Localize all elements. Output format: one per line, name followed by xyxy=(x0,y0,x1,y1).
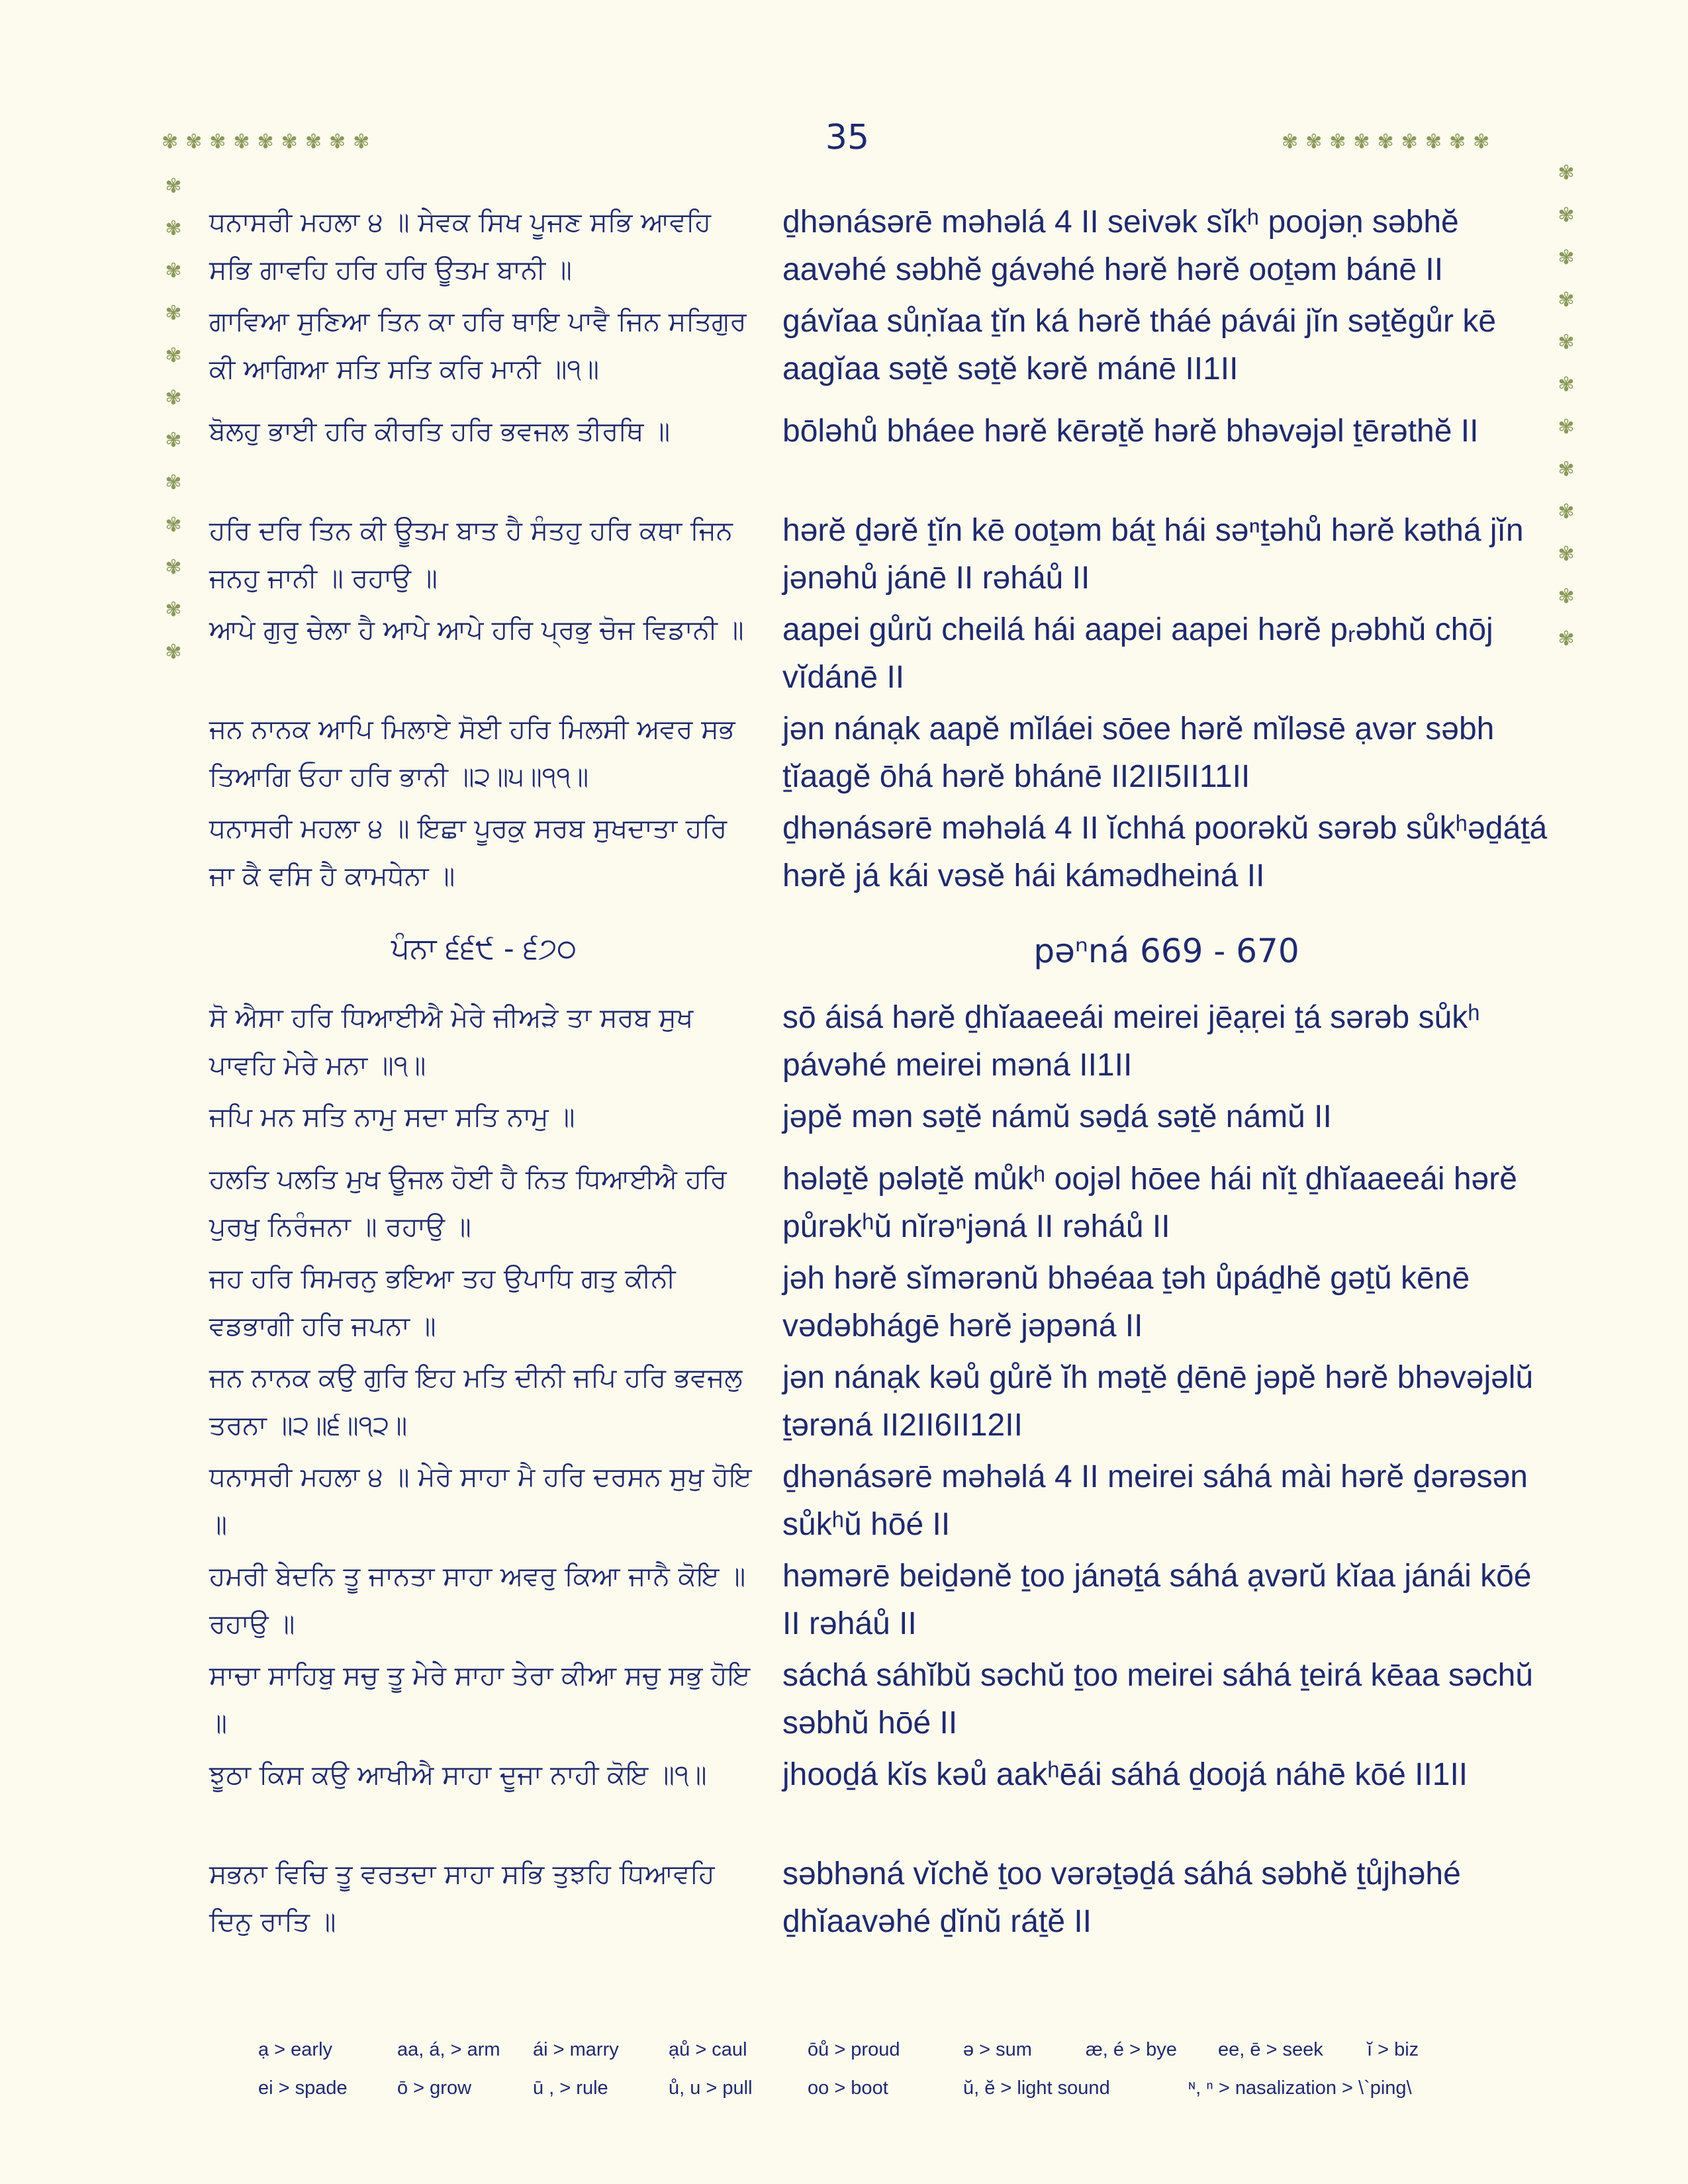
gurmukhi-verse: ਸਭਨਾ ਵਿਚਿ ਤੂ ਵਰਤਦਾ ਸਾਹਾ ਸਭਿ ਤੁਝਹਿ ਧਿਆਵਹਿ ਦਿਨੁ ਰਾਤਿ ॥ xyxy=(209,1859,715,1937)
legend-row xyxy=(258,2069,1496,2107)
roman-verse: ḏhənásərē məhəlá 4 II seivək sĭkʰ poojəṇ səbhĕ aavəhé səbhĕ gávəhé hərĕ hərĕ ooṯəm bánē II xyxy=(782,205,1459,287)
legend-item: aa, á, > arm xyxy=(397,2038,500,2060)
legend-item: ŭ, ĕ > light sound xyxy=(963,2077,1110,2099)
legend-item: ái > marry xyxy=(533,2038,619,2060)
gurmukhi-verse: ਧਨਾਸਰੀ ਮਹਲਾ ੪ ॥ ਮੇਰੇ ਸਾਹਾ ਮੈ ਹਰਿ ਦਰਸਨ ਸੁਖੁ ਹੋਇ ॥ xyxy=(209,1462,752,1540)
legend-item: ᶰ, ⁿ > nasalization > \`ping\ xyxy=(1188,2077,1412,2099)
roman-verse: həmərē beiḏənĕ ṯoo jánəṯá sáhá ạvərŭ kĭaa jánái kōé II rəháů II xyxy=(782,1559,1532,1641)
legend-item: ạů > caul xyxy=(669,2038,747,2060)
roman-verse: ḏhənásərē məhəlá 4 II ĭchhá poorəkŭ sərəb sůkʰəḏáṯá hərĕ já kái vəsĕ hái kámədheiná II xyxy=(782,811,1548,893)
roman-verse: jəh hərĕ sĭmərənŭ bhəéaa ṯəh ůpáḏhĕ gəṯŭ kēnē vədəbhágē hərĕ jəpəná II xyxy=(782,1261,1470,1343)
roman-verse: gávĭaa sůṇĭaa ṯĭn ká hərĕ tháé pávái jĭn səṯĕgůr kē aagĭaa səṯĕ səṯĕ kərĕ mánē II1II xyxy=(782,304,1497,387)
legend-item: æ, é > bye xyxy=(1086,2038,1177,2060)
gurmukhi-verse: ਧਨਾਸਰੀ ਮਹਲਾ ੪ ॥ ਸੇਵਕ ਸਿਖ ਪੂਜਣ ਸਭਿ ਆਵਹਿ ਸਭਿ ਗਾਵਹਿ ਹਰਿ ਹਰਿ ਊਤਮ ਬਾਨੀ ॥ xyxy=(209,207,712,285)
flower-border-left: ✾ ✾ ✾ ✾ ✾ ✾ ✾ ✾ ✾ ✾ ✾ ✾ xyxy=(165,175,182,664)
page-number: 35 xyxy=(825,118,870,158)
gurmukhi-verse: ਸੋ ਐਸਾ ਹਰਿ ਧਿਆਈਐ ਮੇਰੇ ਜੀਅੜੇ ਤਾ ਸਰਬ ਸੁਖ ਪਾਵਹਿ ਮੇਰੇ ਮਨਾ ॥੧॥ xyxy=(209,1003,694,1081)
legend-item: ū , > rule xyxy=(533,2077,608,2099)
flower-border-top-left: ✾✾✾✾✾✾✾✾✾ xyxy=(162,130,377,154)
gurmukhi-verse: ਹਰਿ ਦਰਿ ਤਿਨ ਕੀ ਊਤਮ ਬਾਤ ਹੈ ਸੰਤਹੁ ਹਰਿ ਕਥਾ ਜਿਨ ਜਨਹੁ ਜਾਨੀ ॥ ਰਹਾਉ ॥ xyxy=(209,516,733,594)
gurmukhi-verse: ਜਪਿ ਮਨ ਸਤਿ ਨਾਮੁ ਸਦਾ ਸਤਿ ਨਾਮੁ ॥ xyxy=(209,1102,575,1132)
roman-verse: jən nánạk kəů gůrĕ ĭh məṯĕ ḏēnē jəpĕ hərĕ bhəvəjəlŭ ṯərəná II2II6II12II xyxy=(782,1360,1534,1443)
gurmukhi-verse: ਹਮਰੀ ਬੇਦਨਿ ਤੂ ਜਾਨਤਾ ਸਾਹਾ ਅਵਰੁ ਕਿਆ ਜਾਨੈ ਕੋਇ ॥ ਰਹਾਉ ॥ xyxy=(209,1561,746,1639)
legend-item: ə > sum xyxy=(963,2038,1032,2060)
legend-item: ĭ > biz xyxy=(1367,2038,1419,2060)
roman-verse: jəpĕ mən səṯĕ námŭ səḏá səṯĕ námŭ II xyxy=(782,1099,1332,1134)
roman-verse: hələṯĕ pələṯĕ můkʰ oojəl hōee hái nĭṯ ḏhĭaaeeái hərĕ půrəkʰŭ nĭrəⁿjəná II rəháů II xyxy=(782,1161,1517,1244)
gurmukhi-verse: ਜਨ ਨਾਨਕ ਆਪਿ ਮਿਲਾਏ ਸੋਈ ਹਰਿ ਮਿਲਸੀ ਅਵਰ ਸਭ ਤਿਆਗਿ ਓਹਾ ਹਰਿ ਭਾਨੀ ॥੨॥੫॥੧੧॥ xyxy=(209,714,735,792)
legend-item: ů, u > pull xyxy=(669,2077,753,2099)
legend-item: ōů > proud xyxy=(808,2038,900,2060)
legend-item: ō > grow xyxy=(397,2077,472,2099)
roman-verse: ḏhənásərē məhəlá 4 II meirei sáhá mài hərĕ ḏərəsən sůkʰŭ hōé II xyxy=(782,1459,1528,1542)
page-range-heading-gurmukhi: ਪੰਨਾ ੬੬੯ - ੬੭੦ xyxy=(391,932,577,966)
gurmukhi-verse: ਝੂਠਾ ਕਿਸ ਕਉ ਆਖੀਐ ਸਾਹਾ ਦੂਜਾ ਨਾਹੀ ਕੋਇ ॥੧॥ xyxy=(209,1760,707,1790)
gurmukhi-verse: ਹਲਤਿ ਪਲਤਿ ਮੁਖ ਊਜਲ ਹੋਈ ਹੈ ਨਿਤ ਧਿਆਈਐ ਹਰਿ ਪੁਰਖੁ ਨਿਰੰਜਨਾ ॥ ਰਹਾਉ ॥ xyxy=(209,1164,727,1242)
legend-item: ạ > early xyxy=(258,2038,333,2060)
roman-verse: sō áisá hərĕ ḏhĭaaeeái meirei jēạṛei ṯá sərəb sůkʰ pávəhé meirei məná II1II xyxy=(782,1000,1480,1083)
gurmukhi-verse: ਜਨ ਨਾਨਕ ਕਉ ਗੁਰਿ ਇਹ ਮਤਿ ਦੀਨੀ ਜਪਿ ਹਰਿ ਭਵਜਲੁ ਤਰਨਾ ॥੨॥੬॥੧੨॥ xyxy=(209,1363,743,1441)
roman-verse: jən nánạk aapĕ mĭláei sōee hərĕ mĭləsē ạvər səbh ṯĭaagĕ ōhá hərĕ bhánē II2II5II11II xyxy=(782,711,1495,794)
legend-item: oo > boot xyxy=(808,2077,888,2099)
page-range-heading-roman: pəⁿná 669 - 670 xyxy=(1033,932,1299,970)
roman-verse: səbhəná vĭchĕ ṯoo vərəṯəḏá sáhá səbhĕ ṯůjhəhé ḏhĭaavəhé ḏĭnŭ ráṯĕ II xyxy=(782,1856,1461,1939)
legend-item: ee, ē > seek xyxy=(1218,2038,1323,2060)
gurmukhi-verse: ਸਾਚਾ ਸਾਹਿਬੁ ਸਚੁ ਤੂ ਮੇਰੇ ਸਾਹਾ ਤੇਰਾ ਕੀਆ ਸਚੁ ਸਭੁ ਹੋਇ ॥ xyxy=(209,1661,751,1739)
pronunciation-legend xyxy=(258,2030,1496,2107)
gurmukhi-verse: ਧਨਾਸਰੀ ਮਹਲਾ ੪ ॥ ਇਛਾ ਪੂਰਕੁ ਸਰਬ ਸੁਖਦਾਤਾ ਹਰਿ ਜਾ ਕੈ ਵਸਿ ਹੈ ਕਾਮਧੇਨਾ ॥ xyxy=(209,813,727,891)
roman-verse: hərĕ ḏərĕ ṯĭn kē ooṯəm báṯ hái səⁿṯəhů hərĕ kəthá jĭn jənəhů jánē II rəháů II xyxy=(782,513,1524,596)
roman-verse: bōləhů bháee hərĕ kērəṯĕ hərĕ bhəvəjəl ṯērəthĕ II xyxy=(782,414,1479,449)
gurmukhi-verse: ਗਾਵਿਆ ਸੁਣਿਆ ਤਿਨ ਕਾ ਹਰਿ ਥਾਇ ਪਾਵੈ ਜਿਨ ਸਤਿਗੁਰ ਕੀ ਆਗਿਆ ਸਤਿ ਸਤਿ ਕਰਿ ਮਾਨੀ ॥੧॥ xyxy=(209,306,747,385)
flower-border-top-right: ✾✾✾✾✾✾✾✾✾ xyxy=(1282,130,1497,154)
gurmukhi-verse: ਜਹ ਹਰਿ ਸਿਮਰਨੁ ਭਇਆ ਤਹ ਉਪਾਧਿ ਗਤੁ ਕੀਨੀ ਵਡਭਾਗੀ ਹਰਿ ਜਪਨਾ ॥ xyxy=(209,1263,676,1342)
flower-border-right: ✾ ✾ ✾ ✾ ✾ ✾ ✾ ✾ ✾ ✾ ✾ ✾ xyxy=(1558,161,1575,651)
legend-row xyxy=(258,2030,1496,2069)
gurmukhi-verse: ਬੋਲਹੁ ਭਾਈ ਹਰਿ ਕੀਰਤਿ ਹਰਿ ਭਵਜਲ ਤੀਰਥਿ ॥ xyxy=(209,416,671,447)
roman-verse: aapei gůrŭ cheilá hái aapei aapei hərĕ pᵣəbhŭ chōj vĭdánē II xyxy=(782,612,1493,695)
roman-verse: jhooḏá kĭs kəů aakʰēái sáhá ḏoojá náhē kōé II1II xyxy=(782,1757,1468,1792)
gurmukhi-verse: ਆਪੇ ਗੁਰੁ ਚੇਲਾ ਹੈ ਆਪੇ ਆਪੇ ਹਰਿ ਪ੍ਰਭੁ ਚੋਜ ਵਿਡਾਨੀ ॥ xyxy=(209,615,744,645)
legend-item: ei > spade xyxy=(258,2077,348,2099)
roman-verse: sáchá sáhĭbŭ səchŭ ṯoo meirei sáhá ṯeirá kēaa səchŭ səbhŭ hōé II xyxy=(782,1658,1534,1741)
